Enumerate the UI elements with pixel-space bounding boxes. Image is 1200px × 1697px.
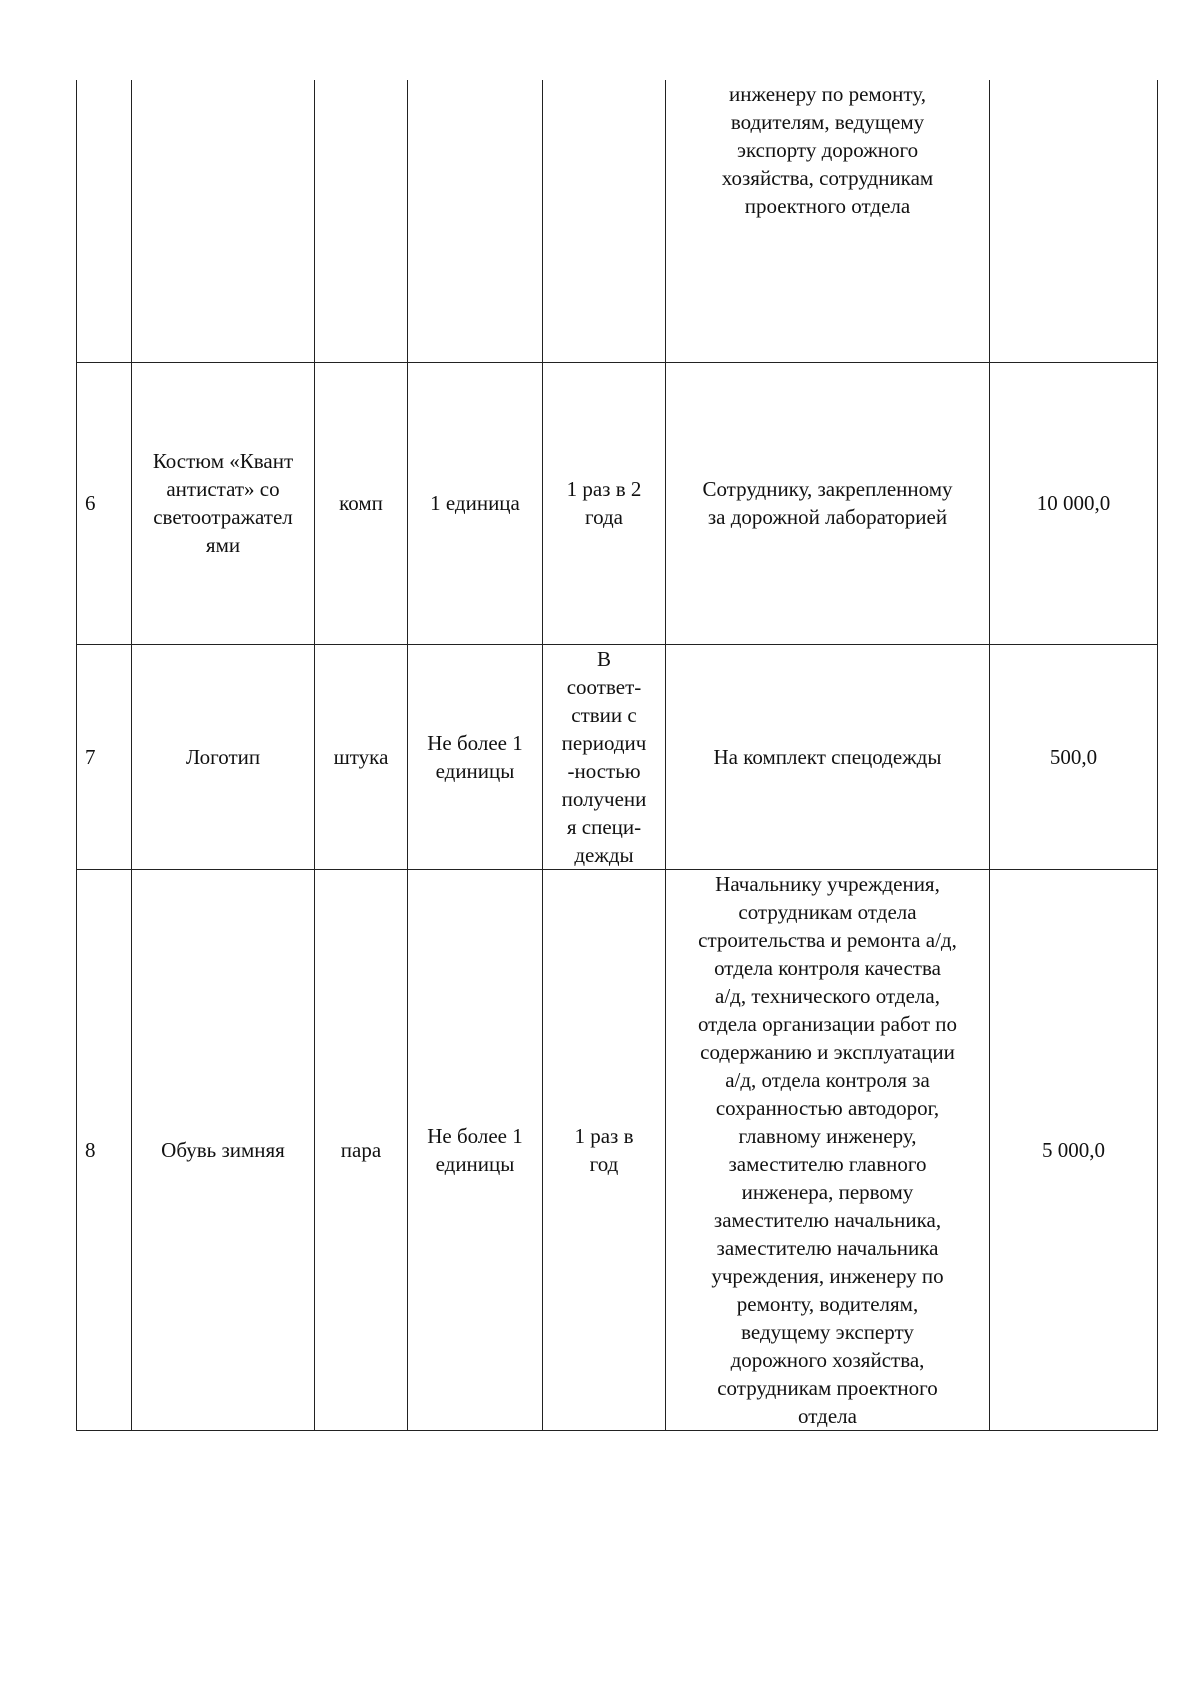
cost-cell: 500,0 bbox=[990, 644, 1158, 869]
issue-period-cell-line: соответ- bbox=[566, 674, 642, 699]
recipients-cell-line: заместителю начальника, bbox=[713, 1207, 942, 1232]
issue-period-cell bbox=[543, 869, 666, 1430]
item-name-cell bbox=[132, 869, 315, 1430]
recipients-cell-line: ремонту, водителям, bbox=[736, 1291, 919, 1316]
issue-period-cell-line: ствии с bbox=[571, 702, 637, 727]
quantity-cell-line: единицы bbox=[435, 758, 515, 783]
recipients-cell-line: а/д, технического отдела, bbox=[715, 983, 940, 1008]
item-name-cell-line: Обувь зимняя bbox=[161, 1137, 285, 1162]
item-number-cell: 7 bbox=[77, 644, 132, 869]
recipients-cell-line: ведущему эксперту bbox=[741, 1319, 914, 1344]
quantity-cell bbox=[408, 80, 543, 362]
issue-period-cell bbox=[543, 80, 666, 362]
recipients-cell-line: отдела контроля качества bbox=[714, 955, 941, 980]
recipients-cell-line: На комплект спецодежды bbox=[713, 744, 942, 769]
issue-period-cell-line: год bbox=[589, 1151, 619, 1176]
issue-period-cell-line: В bbox=[596, 646, 611, 671]
issue-period-cell-line: я специ- bbox=[566, 814, 642, 839]
recipients-cell-line: экспорту дорожного bbox=[736, 138, 919, 162]
table-row bbox=[77, 80, 1158, 362]
recipients-cell-line: заместителю начальника bbox=[716, 1235, 939, 1260]
workwear-norms-table bbox=[76, 80, 1158, 1431]
recipients-cell-line: отдела bbox=[798, 1403, 857, 1428]
quantity-cell bbox=[408, 362, 543, 644]
recipients-cell-line: а/д, отдела контроля за bbox=[725, 1067, 930, 1092]
recipients-cell-line: заместителю главного bbox=[728, 1151, 927, 1176]
recipients-cell-line: за дорожной лабораторией bbox=[707, 505, 948, 529]
unit-cell: пара bbox=[315, 869, 408, 1430]
issue-period-cell-line: получени bbox=[561, 786, 647, 811]
item-name-cell-line: ями bbox=[205, 533, 241, 557]
recipients-cell-line: инженеру по ремонту, bbox=[729, 82, 926, 106]
recipients-cell-line: сохранностью автодорог, bbox=[715, 1095, 940, 1120]
quantity-cell-line: единицы bbox=[435, 1151, 515, 1176]
cost-cell: 10 000,0 bbox=[990, 362, 1158, 644]
unit-cell: штука bbox=[315, 644, 408, 869]
item-number-cell: 8 bbox=[77, 869, 132, 1430]
cost-cell bbox=[990, 80, 1158, 362]
unit-cell bbox=[315, 80, 408, 362]
recipients-cell-line: Начальнику учреждения, bbox=[715, 871, 940, 896]
issue-period-cell-line: 1 раз в bbox=[574, 1123, 634, 1148]
recipients-cell-line: учреждения, инженеру по bbox=[711, 1263, 944, 1288]
recipients-cell bbox=[666, 869, 990, 1430]
recipients-cell bbox=[666, 80, 990, 362]
quantity-cell bbox=[408, 869, 543, 1430]
issue-period-cell-line: периодич bbox=[561, 730, 647, 755]
recipients-cell bbox=[666, 644, 990, 869]
recipients-cell-line: сотрудникам проектного bbox=[717, 1375, 938, 1400]
recipients-cell-line: инженера, первому bbox=[741, 1179, 914, 1204]
cost-cell: 5 000,0 bbox=[990, 869, 1158, 1430]
issue-period-cell bbox=[543, 644, 666, 869]
issue-period-cell-line: дежды bbox=[574, 842, 634, 867]
issue-period-cell-line: -ностью bbox=[567, 758, 641, 783]
item-name-cell bbox=[132, 80, 315, 362]
table-row bbox=[77, 362, 1158, 644]
recipients-cell-line: сотрудникам отдела bbox=[738, 899, 917, 924]
table-row bbox=[77, 869, 1158, 1430]
recipients-cell-line: строительства и ремонта а/д, bbox=[698, 927, 957, 952]
recipients-cell-line: главному инженеру, bbox=[738, 1123, 917, 1148]
recipients-cell-line: водителям, ведущему bbox=[730, 110, 925, 134]
item-number-cell: 6 bbox=[77, 362, 132, 644]
item-number-cell bbox=[77, 80, 132, 362]
recipients-cell-line: проектного отдела bbox=[744, 194, 911, 218]
quantity-cell-line: Не более 1 bbox=[427, 1123, 523, 1148]
quantity-cell-line: 1 единица bbox=[430, 491, 520, 515]
unit-cell: комп bbox=[315, 362, 408, 644]
recipients-cell-line: дорожного хозяйства, bbox=[730, 1347, 925, 1372]
quantity-cell bbox=[408, 644, 543, 869]
quantity-cell-line: Не более 1 bbox=[427, 730, 523, 755]
recipients-cell bbox=[666, 362, 990, 644]
recipients-cell-line: содержанию и эксплуатации bbox=[700, 1039, 955, 1064]
issue-period-cell-line: года bbox=[585, 505, 623, 529]
item-name-cell bbox=[132, 644, 315, 869]
item-name-cell-line: Логотип bbox=[185, 744, 261, 769]
issue-period-cell-line: 1 раз в 2 bbox=[566, 477, 642, 501]
item-name-cell bbox=[132, 362, 315, 644]
recipients-cell-line: хозяйства, сотрудникам bbox=[721, 166, 934, 190]
item-name-cell-line: антистат» со bbox=[166, 477, 280, 501]
item-name-cell-line: Костюм «Квант bbox=[152, 449, 294, 473]
recipients-cell-line: Сотруднику, закрепленному bbox=[702, 477, 953, 501]
recipients-cell-line: отдела организации работ по bbox=[697, 1011, 958, 1036]
table-row bbox=[77, 644, 1158, 869]
item-name-cell-line: светоотражател bbox=[153, 505, 293, 529]
issue-period-cell bbox=[543, 362, 666, 644]
